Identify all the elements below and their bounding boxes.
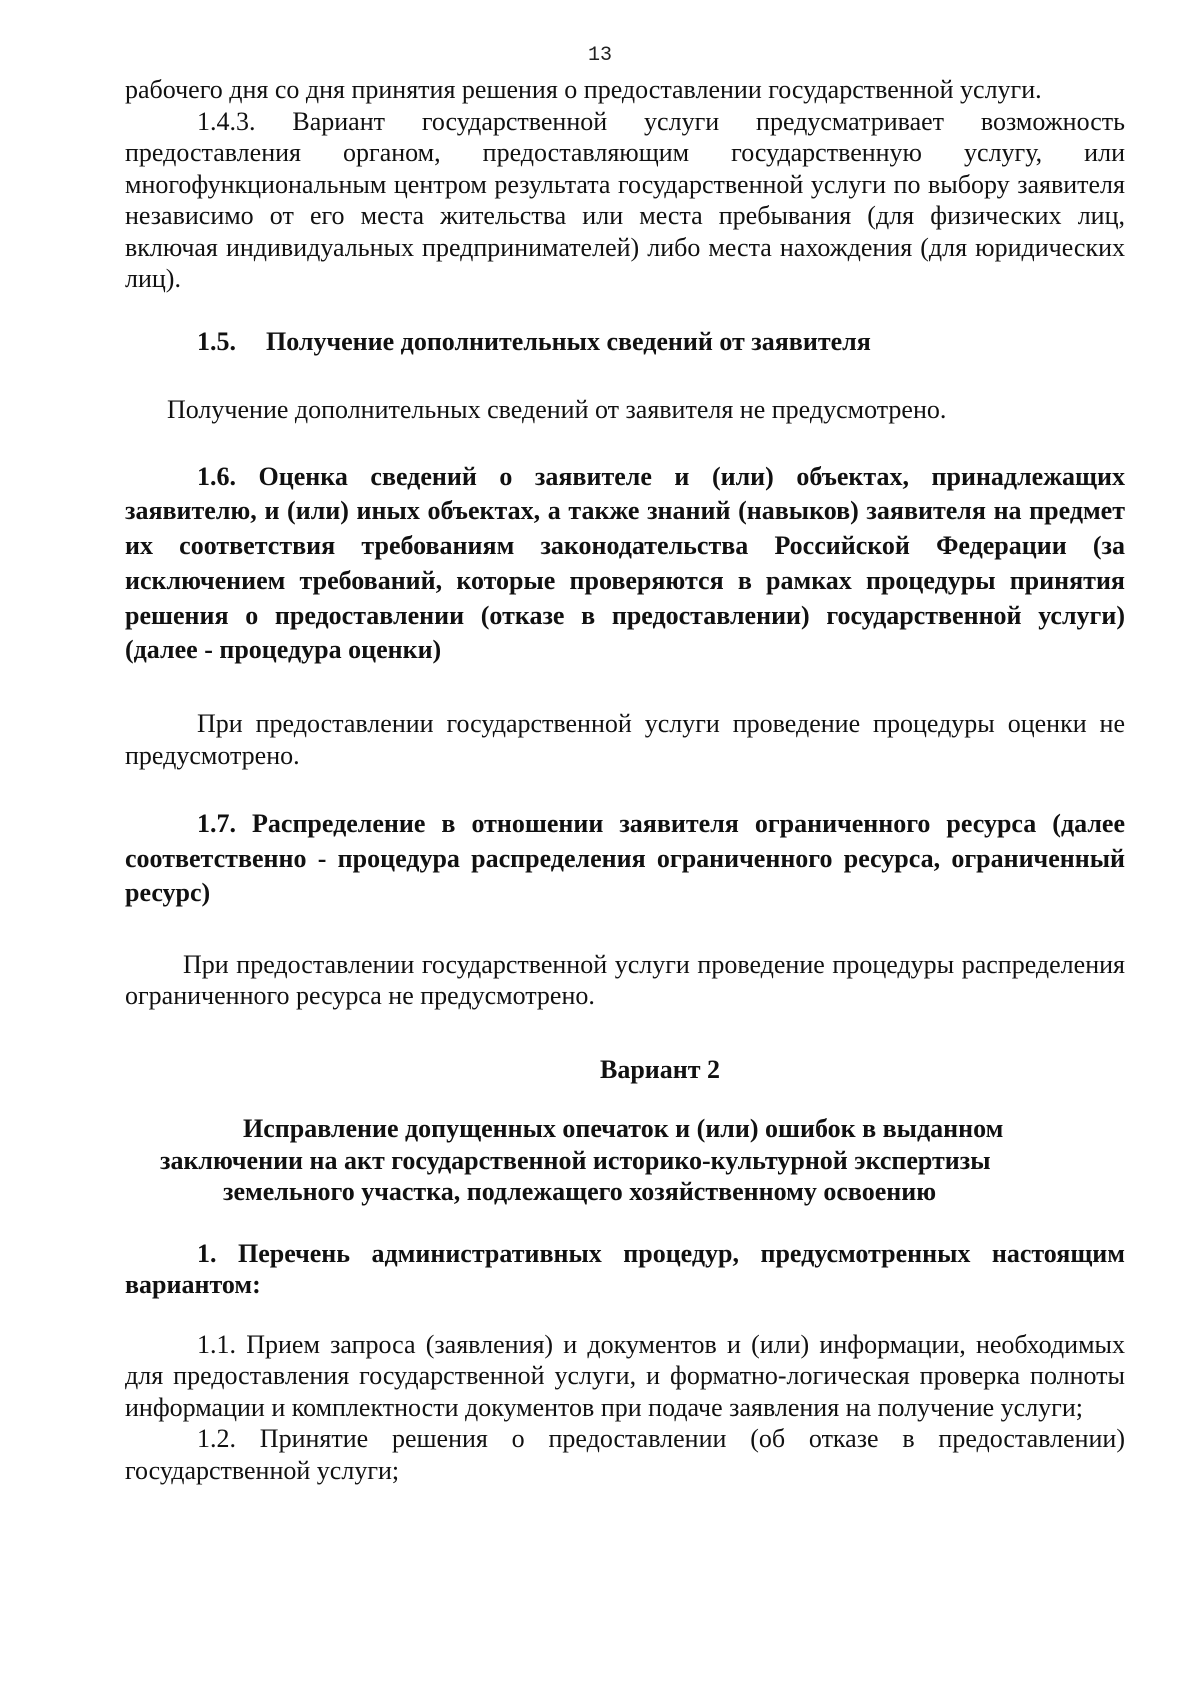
page-number: 13: [587, 44, 612, 67]
variant-subtitle-line-1: Исправление допущенных опечаток и (или) ошибок в выданном: [243, 1114, 1004, 1144]
heading-1-5-number: 1.5.: [197, 326, 236, 356]
heading-1-5: [125, 326, 1125, 358]
paragraph-1-5: Получение дополнительных сведений от заявителя не предусмотрено.: [167, 395, 947, 424]
heading-1: 1. Перечень административных процедур, предусмотренных настоящим вариантом:: [125, 1238, 1125, 1300]
variant-subtitle-line-3: земельного участка, подлежащего хозяйственному освоению: [223, 1177, 937, 1207]
variant-subtitle-line-2: заключении на акт государственной историко-культурной экспертизы: [160, 1145, 991, 1175]
paragraph-1-2: 1.2. Принятие решения о предоставлении (об отказе в предоставлении) государственной услуги;: [125, 1424, 1125, 1485]
paragraph-intro: рабочего дня со дня принятия решения о предоставлении государственной услуги.: [125, 75, 1042, 104]
paragraph-1-7: При предоставлении государственной услуги проведение процедуры распределения ограниченного ресурса не предусмотрено.: [125, 949, 1125, 1011]
variant-subtitle: [125, 1113, 1125, 1208]
heading-1-7: 1.7. Распределение в отношении заявителя ограниченного ресурса (далее соответственно - процедура распределения ограниченного ресурса, ограниченный ресурс): [125, 809, 1125, 908]
paragraph-1-4-3: 1.4.3. Вариант государственной услуги предусматривает возможность предоставления органом, предоставляющим государственную услугу, или многофункциональным центром результата государственной услуги по выбору заявителя независимо от его места жительства или места пребывания (для физических лиц, включая индивидуальных предпринимателей) либо места нахождения (для юридических лиц).: [125, 106, 1125, 293]
heading-1-6: 1.6. Оценка сведений о заявителе и (или) объектах, принадлежащих заявителю, и (или) иных объектах, а также знаний (навыков) заявителя на предмет их соответствия требованиям законодательства Российской Федерации (за исключением требований, которые проверяются в рамках процедуры принятия решения о предоставлении (отказе в предоставлении) государственной услуги) (далее - процедура оценки): [125, 461, 1125, 665]
paragraph-1-6: При предоставлении государственной услуги проведение процедуры оценки не предусмотрено.: [125, 709, 1125, 770]
variant-title: Вариант 2: [600, 1054, 721, 1084]
document-body: [125, 74, 1125, 1486]
paragraph-1-1: 1.1. Прием запроса (заявления) и документов и (или) информации, необходимых для предоставления государственной услуги, и форматно-логическая проверка полноты информации и комплектности документов при подаче заявления на получение услуги;: [125, 1329, 1125, 1422]
heading-1-5-text: Получение дополнительных сведений от заявителя: [266, 326, 871, 356]
